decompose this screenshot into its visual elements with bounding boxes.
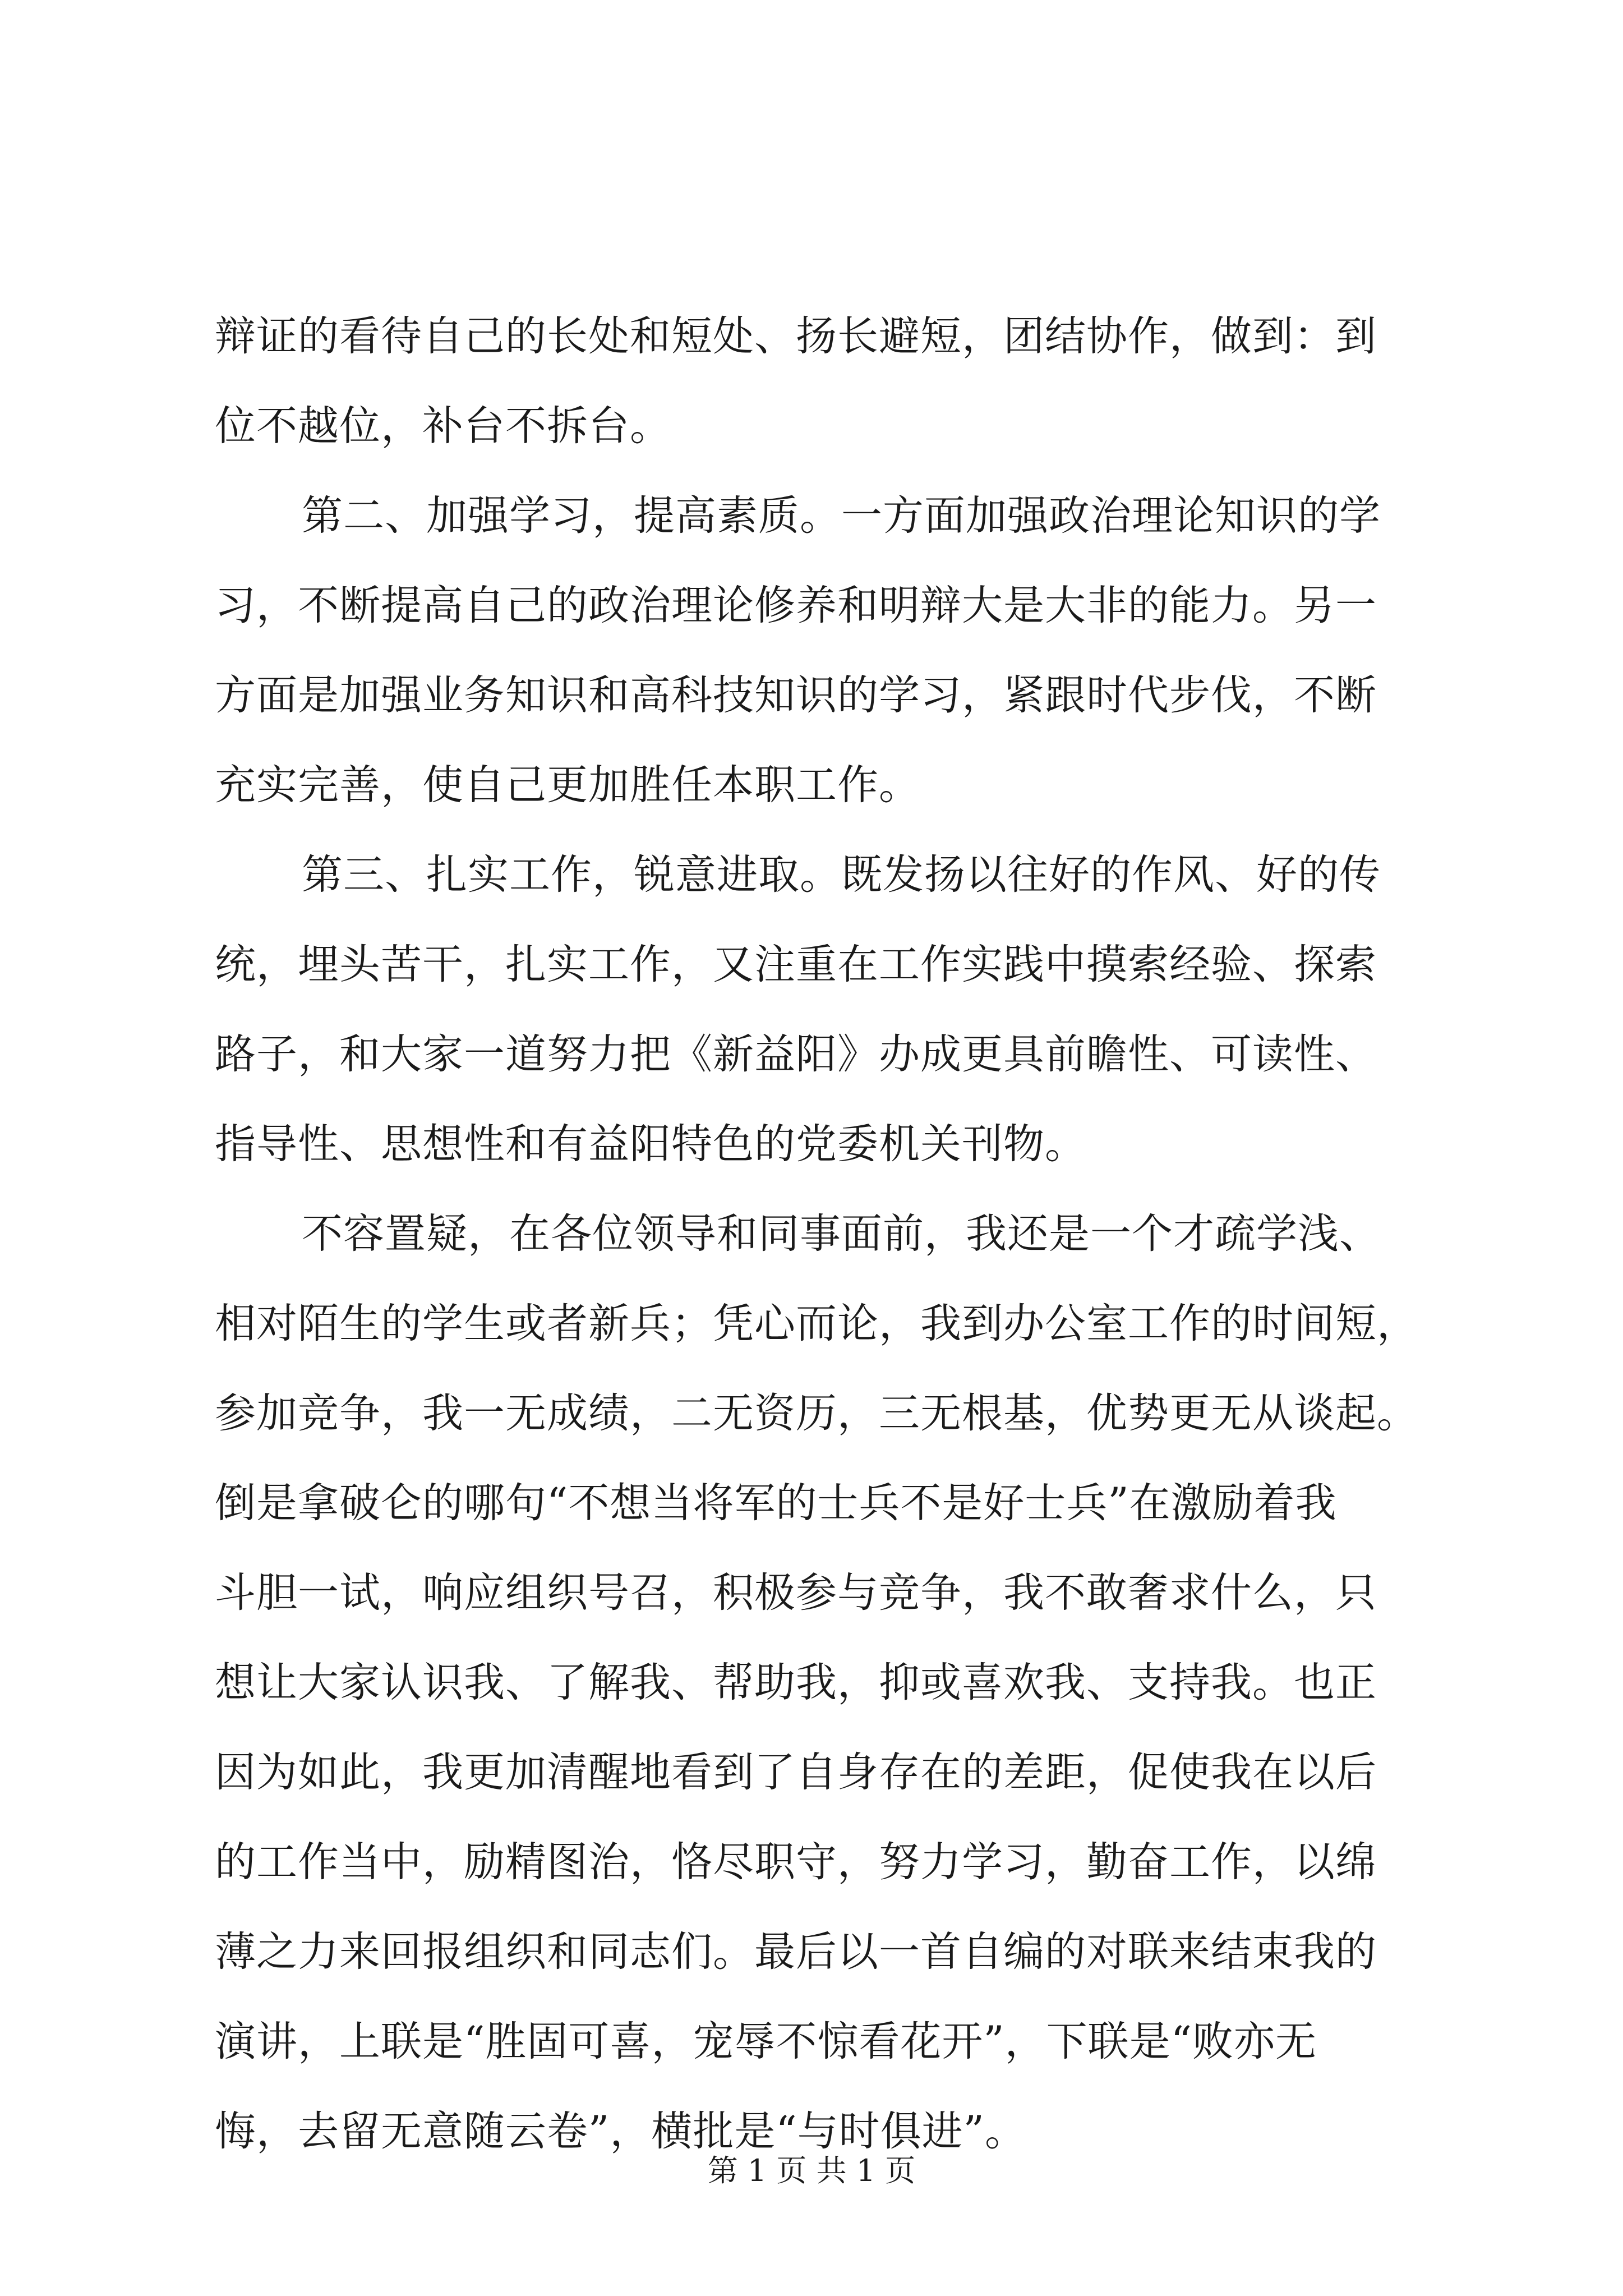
text-line: 习，不断提高自己的政治理论修养和明辩大是大非的能力。另一 — [215, 582, 1377, 629]
text-line: 指导性、思想性和有益阳特色的党委机关刊物。 — [215, 1120, 1086, 1168]
text-line: 悔，去留无意随云卷”，横批是“与时俱进”。 — [215, 2108, 1026, 2155]
text-line: 想让大家认识我、了解我、帮助我，抑或喜欢我、支持我。也正 — [215, 1659, 1377, 1706]
text-line: 相对陌生的学生或者新兵；凭心而论，我到办公室工作的时间短， — [215, 1300, 1418, 1347]
text-line: 方面是加强业务知识和高科技知识的学习，紧跟时代步伐，不断 — [215, 671, 1377, 719]
paragraph-first-line: 第三、扎实工作，锐意进取。既发扬以往好的作风、好的传 — [302, 851, 1381, 899]
text-line: 因为如此，我更加清醒地看到了自身存在的差距，促使我在以后 — [215, 1749, 1377, 1796]
text-line: 倒是拿破仑的哪句“不想当将军的士兵不是好士兵”在激励着我 — [215, 1479, 1337, 1527]
text-line: 斗胆一试，响应组织号召，积极参与竞争，我不敢奢求什么，只 — [215, 1569, 1377, 1617]
paragraph-first-line: 第二、加强学习，提高素质。一方面加强政治理论知识的学 — [302, 492, 1381, 540]
text-line: 位不越位，补台不拆台。 — [215, 402, 671, 450]
text-line: 参加竞争，我一无成绩，二无资历，三无根基，优势更无从谈起。 — [215, 1389, 1418, 1437]
text-line: 充实完善，使自己更加胜任本职工作。 — [215, 761, 920, 809]
paragraph-first-line: 不容置疑，在各位领导和同事面前，我还是一个才疏学浅、 — [302, 1210, 1381, 1258]
text-line: 的工作当中，励精图治，恪尽职守，努力学习，勤奋工作，以绵 — [215, 1838, 1377, 1886]
text-line: 统，埋头苦干，扎实工作，又注重在工作实践中摸索经验、探索 — [215, 941, 1377, 988]
text-line: 演讲，上联是“胜固可喜，宠辱不惊看花开”，下联是“败亦无 — [215, 2018, 1317, 2065]
text-line: 辩证的看待自己的长处和短处、扬长避短，团结协作，做到：到 — [215, 312, 1377, 360]
page-number: 第 1 页 共 1 页 — [707, 2153, 916, 2188]
text-line: 薄之力来回报组织和同志们。最后以一首自编的对联来结束我的 — [215, 1928, 1377, 1976]
text-line: 路子，和大家一道努力把《新益阳》办成更具前瞻性、可读性、 — [215, 1030, 1377, 1078]
